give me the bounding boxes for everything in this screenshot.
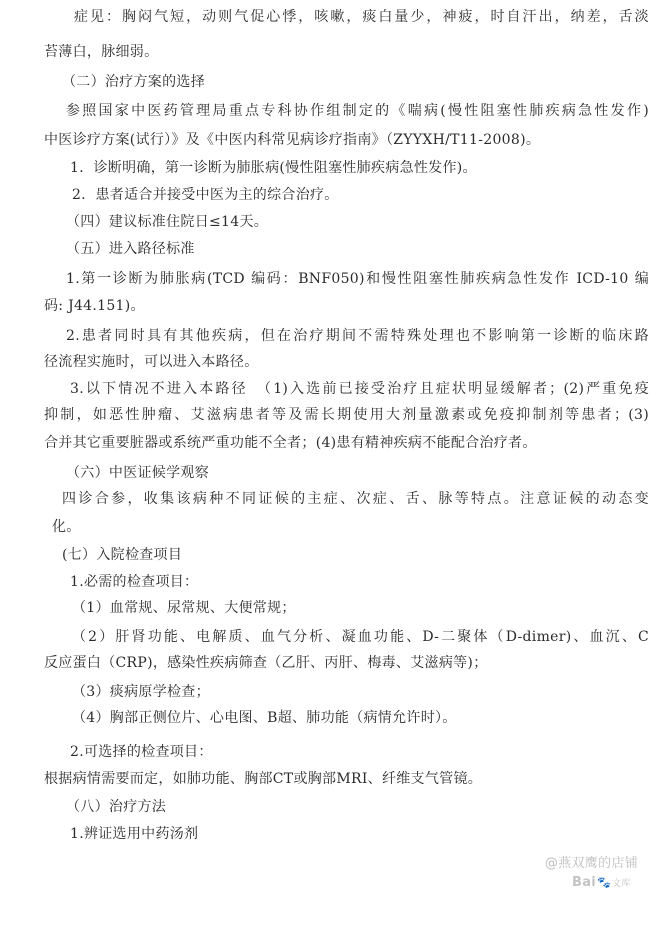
text-line: 中医诊疗方案(试行）》及《中医内科常见病诊疗指南》（ZYYXH/T11-2008)。 — [44, 132, 541, 148]
section-heading: （六）中医证候学观察 — [66, 465, 209, 481]
text-line: 1.辨证选用中药汤剂 — [70, 826, 199, 842]
section-heading: （二）治疗方案的选择 — [62, 74, 205, 90]
text-line: 2.患者同时具有其他疾病，但在治疗期间不需特殊处理也不影响第一诊断的临床路 — [66, 328, 649, 344]
text-line: 1.第一诊断为肺胀病(TCD 编码：BNF050)和慢性阻塞性肺疾病急性发作 ICD-10 编 — [66, 271, 649, 287]
watermark-text: @燕双鹰的店铺 — [544, 856, 638, 871]
text-line: 苔薄白，脉细弱。 — [44, 44, 159, 60]
text-line: 根据病情需要而定，如肺功能、胸部CT或胸部MRI、纤维支气管镜。 — [44, 771, 483, 787]
text-line: 径流程实施时，可以进入本路径。 — [44, 354, 259, 370]
text-line: 2.可选择的检查项目： — [70, 744, 213, 760]
text-line: （2）肝肾功能、电解质、血气分析、凝血功能、D-二聚体（D-dimer)、血沉、C — [72, 629, 649, 645]
text-line: 抑制，如恶性肿瘤、艾滋病患者等及需长期使用大剂量激素或免疫抑制剂等患者；(3) — [44, 407, 649, 423]
text-line: 四诊合参，收集该病种不同证候的主症、次症、舌、脉等特点。注意证候的动态变 — [62, 491, 649, 507]
text-line: （3）痰病原学检查； — [72, 684, 210, 700]
section-heading: （五）进入路径标准 — [66, 241, 195, 257]
section-heading: （八）治疗方法 — [66, 799, 167, 815]
logo-product: 文库 — [612, 878, 631, 889]
text-line: 反应蛋白（CRP)，感染性疾病筛查（乙肝、丙肝、梅毒、艾滋病等)； — [44, 655, 488, 671]
text-line: 1．诊断明确，第一诊断为肺胀病(慢性阻塞性肺疾病急性发作)。 — [70, 160, 477, 176]
text-line: 化。 — [52, 519, 81, 535]
text-line: 症见：胸闷气短，动则气促心悸，咳嗽，痰白量少，神疲，时自汗出，纳差，舌淡 — [74, 9, 649, 25]
text-line: 合并其它重要脏器或系统严重功能不全者；(4)患有精神疾病不能配合治疗者。 — [44, 435, 537, 451]
section-heading: （四）建议标准住院日≤14天。 — [66, 214, 269, 230]
logo-brand: Bai — [572, 874, 597, 890]
text-line: 2．患者适合并接受中医为主的综合治疗。 — [72, 187, 339, 203]
text-line: 3.以下情况不进入本路径 （1)入选前已接受治疗且症状明显缓解者；(2)严重免疫 — [70, 381, 649, 397]
paw-icon: 🐾 — [597, 875, 612, 889]
text-line: 参照国家中医药管理局重点专科协作组制定的《喘病(慢性阻塞性肺疾病急性发作) — [66, 103, 649, 119]
baidu-wenku-logo — [572, 873, 636, 891]
text-line: 1.必需的检查项目： — [70, 574, 199, 590]
text-line: （4）胸部正侧位片、心电图、B超、肺功能（病情允许时）。 — [72, 710, 457, 726]
text-line: 码: J44.151)。 — [44, 298, 145, 314]
text-line: （1）血常规、尿常规、大便常规； — [72, 600, 296, 616]
section-heading: (七）入院检查项目 — [62, 547, 183, 563]
